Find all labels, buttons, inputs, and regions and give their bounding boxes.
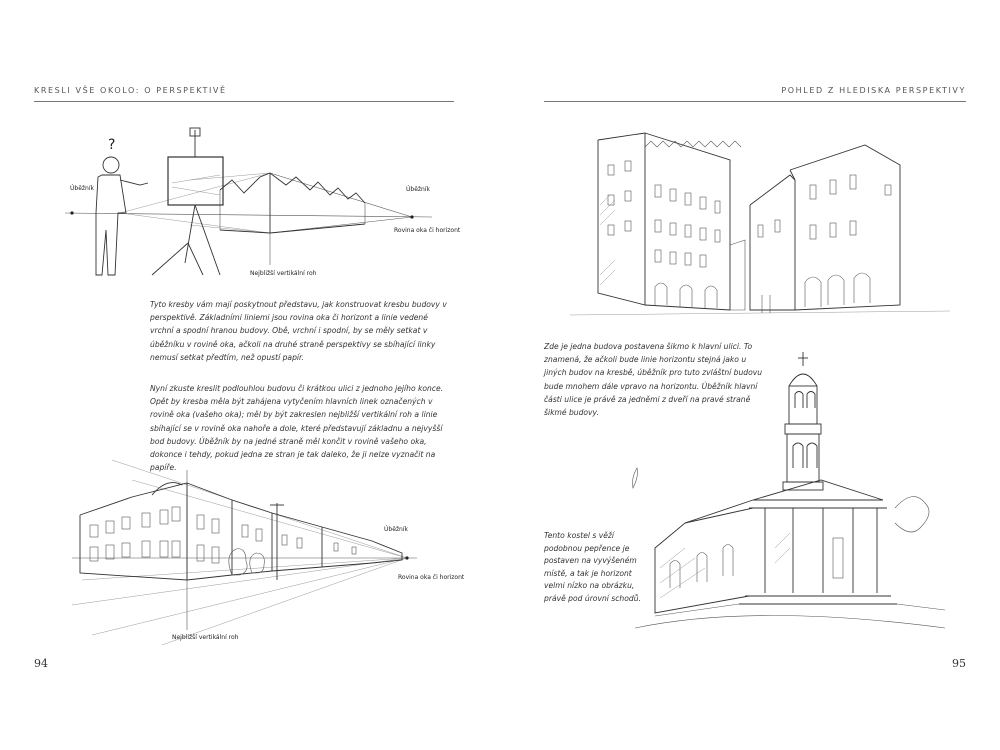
question-mark: ? <box>108 137 116 153</box>
label-horizon: Rovina oka či horizont <box>394 227 461 234</box>
figure-church <box>625 348 960 648</box>
figure-long-building-perspective <box>72 455 465 650</box>
left-paragraph-2: Nyní zkuste kreslit podlouhlou budovu či krátkou ulici z jednoho jejího konce. Opět by kresba měla být zahájena vytyčením hlavních linek označených v rovině oka (vašeho oka); měl by být zakreslen nejbližší vertikální roh a linie sbíhající se v rovině oka nahoře a dole, které představují základnu a nejvyšší bod budovy. Úběžník by na jedné straně měl končit v rovině vašeho oka, dokonce i tehdy, pokud jedna ze stran je tak daleko, že ji nelze vyznačit na papíře. <box>150 384 444 473</box>
left-building-windows <box>608 161 720 308</box>
nave-windows <box>670 538 843 588</box>
building-roof <box>220 173 365 203</box>
label-horizon-2: Rovina oka či horizont <box>398 574 465 581</box>
church-portico <box>739 480 897 604</box>
header-rule-right <box>544 101 966 102</box>
label-vanishing-left: Úběžník <box>70 185 94 192</box>
running-header-right: POHLED Z HLEDISKA PERSPEKTIVY <box>781 86 966 95</box>
horizon-line <box>65 213 432 217</box>
man-figure <box>96 157 148 275</box>
church-nave <box>655 500 753 613</box>
figure-street-scene <box>570 125 950 325</box>
running-header-left: KRESLI VŠE OKOLO: O PERSPEKTIVĚ <box>34 86 227 95</box>
label-nearest-corner-2: Nejbližší vertikální roh <box>172 634 239 641</box>
tall-building-right <box>750 145 900 310</box>
page-number-left: 94 <box>34 657 48 670</box>
church-caption: Tento kostel s věží podobnou pepřence je postaven na vyvýšeném místě, a tak je horizont velmi nízko na obrázku, právě pod úrovní schodů. <box>544 531 641 603</box>
facade-windows <box>90 507 356 563</box>
right-paragraph-1: Zde je jedna budova postavena šikmo k hlavní ulici. To znamená, že ačkoli bude linie horizontu stejná jako u jiných budov na kresbě, úběžník pro tuto zvláštní budovu bude mnohem dále vpravo na horizontu. Úběžník hlavní části ulice je právě za jedněmi z dveří na pravé straně šikmé budovy. <box>544 342 763 418</box>
label-nearest-corner: Nejbližší vertikální roh <box>250 270 317 277</box>
header-rule-left <box>34 101 454 102</box>
church-tower <box>783 352 823 490</box>
tall-building-left <box>598 133 741 310</box>
right-building-windows <box>758 175 891 307</box>
page-number-right: 95 <box>952 657 966 670</box>
label-vanishing-right: Úběžník <box>406 186 430 193</box>
figure-man-drawing-perspective <box>60 125 461 290</box>
left-paragraph-1: Tyto kresby vám mají poskytnout představu, jak konstruovat kresbu budovy v perspektivě. Základními liniemi jsou rovina oka či horizont a linie vedené vrchní a spodní hranou budovy. Obě, vrchní i spodní, by se měly setkat v úběžníku v rovině oka, ačkoli na druhé straně perspektivy se sbíhající linky nemusí setkat předtím, než opustí papír. <box>150 300 447 362</box>
label-vanishing-2: Úběžník <box>384 526 408 533</box>
